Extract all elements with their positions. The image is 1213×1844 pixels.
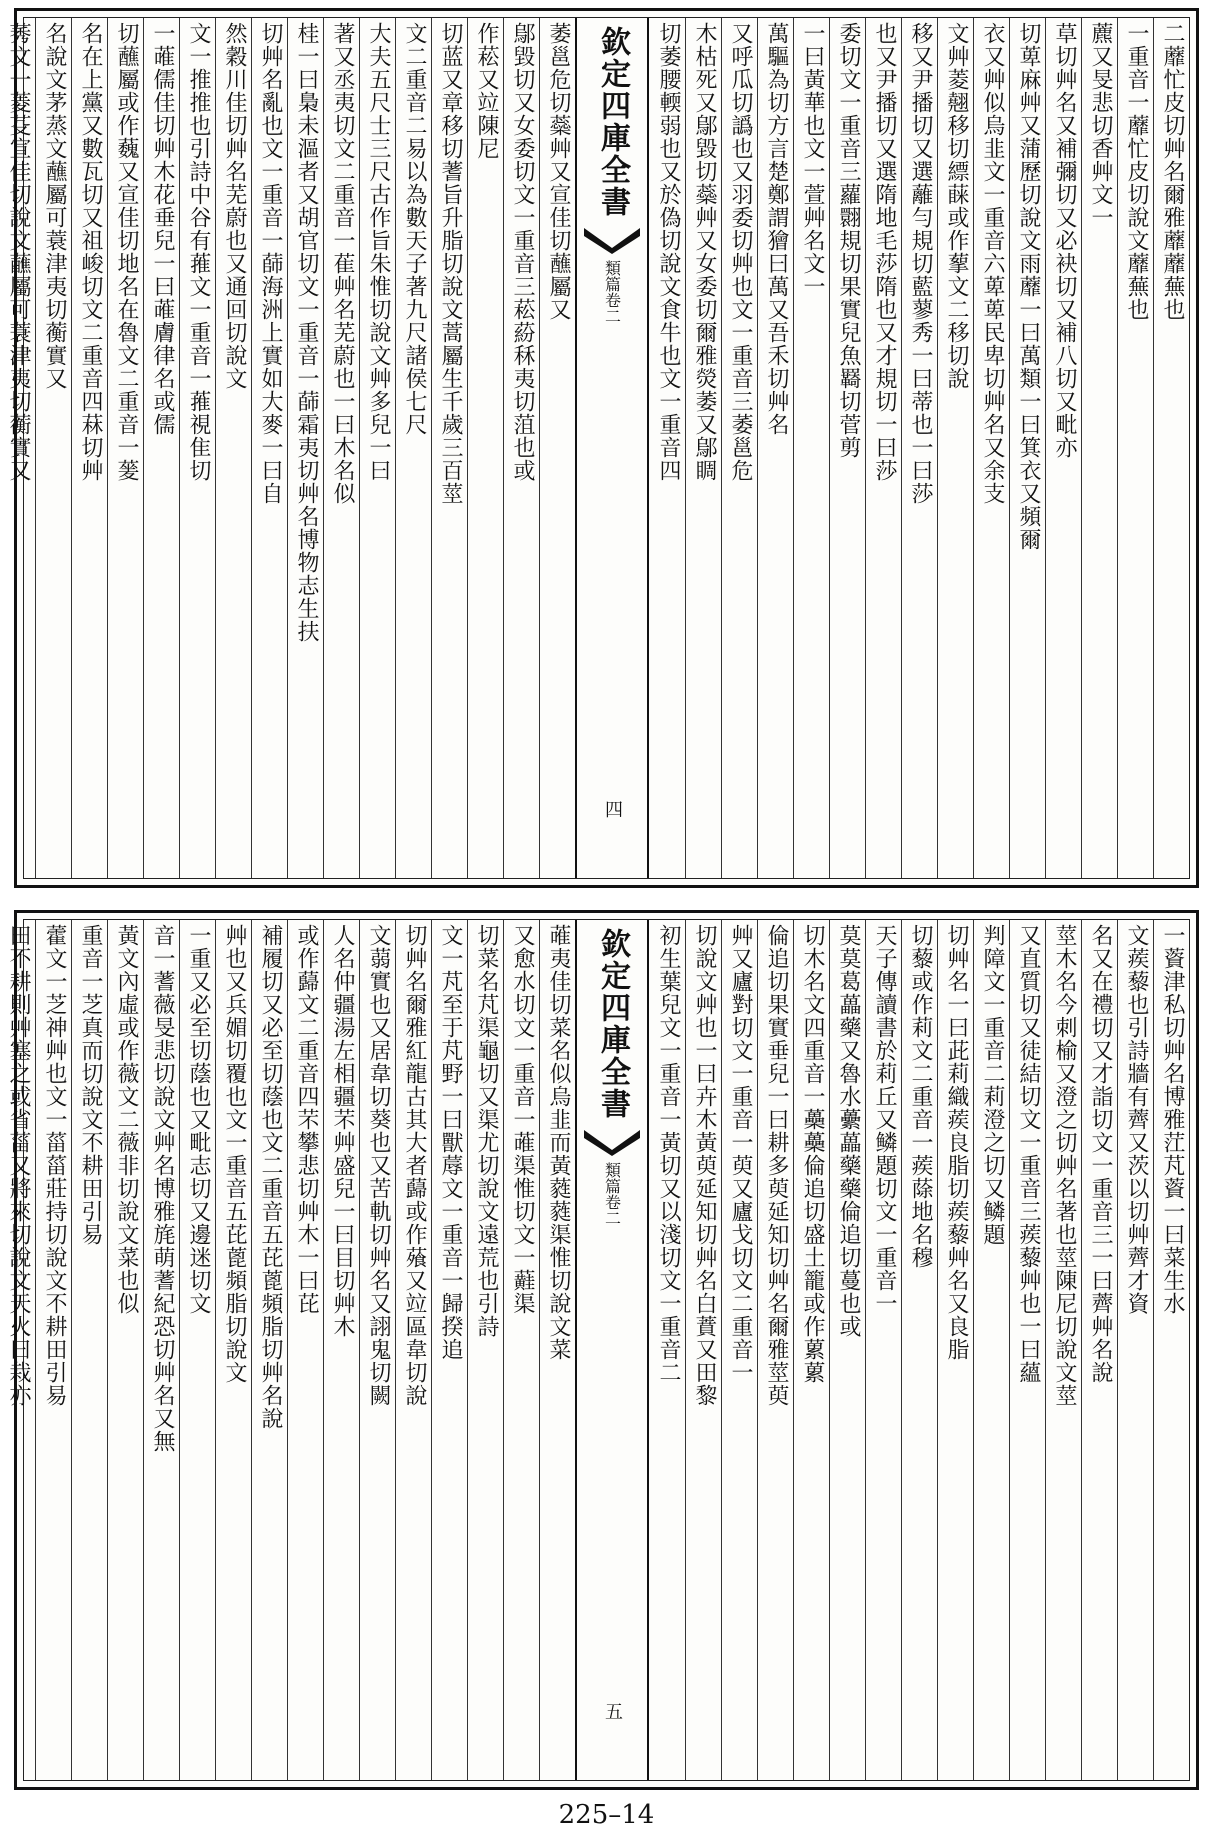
text-column: 切蘸屬或作蘶又宣佳切地名在魯文二重音一蓌 xyxy=(107,18,143,878)
text-column: 又呼瓜切譌也又羽委切艸也文一重音三萎邕危 xyxy=(721,18,757,878)
text-column: 名在上黨又數瓦切又祖峻切文二重音四菻切艸 xyxy=(71,18,107,878)
text-column: 衣又艸似烏韭文一重音六萆萆民卑切艸名又余支 xyxy=(973,18,1009,878)
text-column: 莖木名今刺榆又澄之切艸名著也莖陳尼切說文莖 xyxy=(1045,920,1081,1780)
bottom-left-half xyxy=(0,920,575,1780)
text-column: 蓶夷佳切菜名似烏韭而黃蕤蕤渠惟切說文菜 xyxy=(539,920,575,1780)
text-column: 切說文艸也一曰卉木黃萸延知切艸名白蕡又田黎 xyxy=(685,920,721,1780)
bottom-chapter: 類篇 xyxy=(602,1162,622,1194)
text-column: 名說文茅蒸文蘸屬可蓑津夷切蘅實又 xyxy=(35,18,71,878)
text-column: 人名仲疆湯左相疆芣艸盛兒一曰目切艸木 xyxy=(323,920,359,1780)
text-column: 桂一曰梟未漚者又胡官切文一重音一蒒霜夷切艸名博物志生扶 xyxy=(287,18,323,878)
text-column: 藿文一芝神艸也文一菑菑莊持切說文不耕田引易 xyxy=(35,920,71,1780)
top-banner xyxy=(575,18,649,878)
text-column: 切菜名芃渠龜切又渠尤切說文遠荒也引詩 xyxy=(467,920,503,1780)
page-number: 225–14 xyxy=(558,1800,655,1830)
bottom-page-frame xyxy=(6,919,1190,1781)
text-column: 藨又旻悲切香艸文一 xyxy=(1081,18,1117,878)
bottom-folio: 五 xyxy=(602,1702,623,1720)
text-column: 莠文一菱芟宣佳切說文蘸屬可蓑津夷切蘅實又 xyxy=(0,18,35,878)
text-column: 一重音一蘼忙皮切說文蘼蕪也 xyxy=(1117,18,1153,878)
top-right-half xyxy=(649,18,1189,878)
text-column: 文蒺藜也引詩牆有薺又茨以切艸薺才資 xyxy=(1117,920,1153,1780)
text-column: 委切文一重音三蘿翾規切果實兒魚羇切菅剪 xyxy=(829,18,865,878)
text-column: 二蘼忙皮切艸名爾雅蘼蘼蕪也 xyxy=(1153,18,1189,878)
text-column: 重音一芝真而切說文不耕田引易 xyxy=(71,920,107,1780)
text-column: 又愈水切文一重音一蓶渠惟切文一蘳渠 xyxy=(503,920,539,1780)
text-column: 木枯死又鄔毀切蘂艸又女委切爾雅熒萎又鄔睭 xyxy=(685,18,721,878)
text-column: 作菘又竝陳尼 xyxy=(467,18,503,878)
text-column: 移又尹播切又選蘺勻規切藍蓼秀一曰蒂也一曰莎 xyxy=(901,18,937,878)
text-column: 莫莫葛藟藥又魯水虆藟藥藥倫追切蔓也或 xyxy=(829,920,865,1780)
bottom-banner xyxy=(575,920,649,1780)
text-column: 黃文內虛或作薇文二薇非切說文菜也似 xyxy=(107,920,143,1780)
bottom-book-title: 欽定四庫全書 xyxy=(595,928,630,1120)
text-column: 切萎腰輭弱也又於偽切說文食牛也文一重音四 xyxy=(656,22,681,482)
text-column: 一蓶儒佳切艸木花垂兒一曰蓶膚律名或儒 xyxy=(143,18,179,878)
top-chapter: 類篇 xyxy=(602,260,622,292)
text-column: 判障文一重音二莉澄之切又鳞題 xyxy=(973,920,1009,1780)
text-column: 補履切又必至切蔭也文二重音五芘蓖頻脂切艸名說 xyxy=(251,920,287,1780)
top-left-half xyxy=(0,18,575,878)
bottom-page xyxy=(6,910,1199,1790)
fish-tail-mark-icon xyxy=(584,228,640,254)
top-folio: 四 xyxy=(602,800,623,818)
text-column: 又直質切又徒結切文一重音三蒺藜艸也一曰蘊 xyxy=(1009,920,1045,1780)
text-column: 文一推推也引詩中谷有蓷文一重音一蓷視隹切 xyxy=(179,18,215,878)
text-column: 倫追切果實垂兒一曰耕多萸延知切艸名爾雅莖萸 xyxy=(757,920,793,1780)
text-column: 切蓝又章移切蓍旨升脂切說文蒿屬生千歲三百莖 xyxy=(431,18,467,878)
text-column: 大夫五尺士三尺古作旨朱惟切說文艸多兒一曰 xyxy=(359,18,395,878)
text-column: 音一蓍薇旻悲切說文艸名博雅旄萌蓍紀恐切艸名又無 xyxy=(143,920,179,1780)
text-column: 或作蘬文二重音四芣攀悲切艸木一曰芘 xyxy=(287,920,323,1780)
text-column: 鄔毀切又女委切文一重音三菘蒶秝夷切菹也或 xyxy=(503,18,539,878)
text-column: 切艸名一曰茈莉織蒺良脂切蒺藜艸名又良脂 xyxy=(937,920,973,1780)
text-column: 萎邕危切蘂艸又宣佳切蘸屬又 xyxy=(539,18,575,878)
text-column: 文艸菱翹移切縹蔝或作蒘文二移切說 xyxy=(937,18,973,878)
top-book-title: 欽定四庫全書 xyxy=(595,26,630,218)
bottom-volume: 卷二 xyxy=(602,1194,622,1226)
text-column: 名又在禮切又才詣切文一重音三一曰薺艸名說 xyxy=(1081,920,1117,1780)
text-column: 切木名文四重音一蘽蘽倫追切盛土籠或作蔂蔂 xyxy=(793,920,829,1780)
fish-tail-mark-icon xyxy=(584,1130,640,1156)
text-column: 艸又廬對切文一重音一萸又廬戈切文二重音一 xyxy=(721,920,757,1780)
text-column: 也又尹播切又選隋地毛莎隋也又才規切一曰莎 xyxy=(865,18,901,878)
text-column: 草切艸名又補彌切又必袂切又補八切又毗亦 xyxy=(1045,18,1081,878)
text-column: 切藜或作莉文二重音一蒺蒢地名穆 xyxy=(901,920,937,1780)
text-column: 切艸名爾雅紅龍古其大者蘬或作蕵又竝區韋切說 xyxy=(395,920,431,1780)
text-column: 切萆麻艸又蒲歷切說文雨蘼一曰萬類一曰箕衣又頻爾 xyxy=(1009,18,1045,878)
text-column: 一重又必至切蔭也又毗志切又邊迷切文 xyxy=(179,920,215,1780)
text-column: 文蒻實也又居韋切葵也又苦軌切艸名又詡鬼切闕 xyxy=(359,920,395,1780)
top-page-frame xyxy=(6,17,1190,879)
text-column: 一曰黃華也文一萱艸名文一 xyxy=(793,18,829,878)
text-column: 天子傳讀書於莉丘又鳞題切文一重音一 xyxy=(865,920,901,1780)
text-column: 艸也又兵媚切覆也文一重音五芘蓖頻脂切說文 xyxy=(215,920,251,1780)
bottom-right-half xyxy=(649,920,1189,1780)
text-column: 文一芃至于芃野一曰獸蓐文一重音一歸揆追 xyxy=(431,920,467,1780)
top-page xyxy=(6,8,1199,888)
text-column: 萬驅為切方言楚鄭謂獪曰萬又吾禾切艸名 xyxy=(757,18,793,878)
text-column: 切艸名亂也文一重音一蒒海洲上實如大麥一曰自 xyxy=(251,18,287,878)
text-column: 初生葉兒文一重音一黃切又以淺切文一重音二 xyxy=(656,924,681,1384)
text-column: 一薋津私切艸名博雅茳芃薋一曰菜生水 xyxy=(1153,920,1189,1780)
text-column: 文二重音二易以為數天子著九尺諸侯七尺 xyxy=(395,18,431,878)
text-column: 著又丞夷切文二重音一萑艸名芜蔚也一曰木名似 xyxy=(323,18,359,878)
text-column: 田不耕則艸塞之或省菑又將來切說文天火曰栽亦 xyxy=(0,920,35,1780)
top-volume: 卷二 xyxy=(602,292,622,324)
text-column: 然穀川佳切艸名芜蔚也又通回切說文 xyxy=(215,18,251,878)
